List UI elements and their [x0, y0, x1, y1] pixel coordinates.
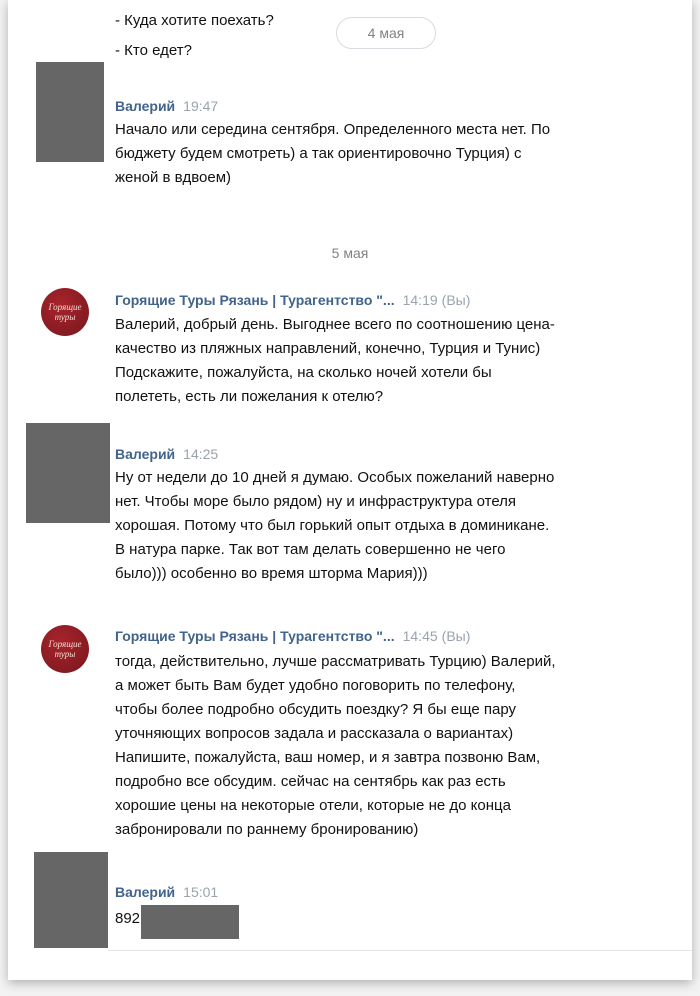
message-line: полететь, есть ли пожелания к отелю? [115, 388, 384, 405]
message-header [115, 628, 470, 644]
message-text [115, 466, 675, 586]
message-text [115, 650, 675, 842]
previous-message-line: - Кто едет? [115, 42, 192, 59]
message-line: а может быть Вам будет удобно поговорить по телефону, [115, 677, 516, 694]
message-line: качество из пляжных направлений, конечно, Турция и Тунис) [115, 340, 541, 357]
message-time: 19:47 [183, 98, 219, 114]
message-author[interactable]: Валерий [115, 446, 176, 462]
message-line: Напишите, пожалуйста, ваш номер, и я завтра позвоню Вам, [115, 749, 541, 766]
message-line: Валерий, добрый день. Выгоднее всего по соотношению цена- [115, 316, 555, 333]
divider [108, 950, 692, 951]
message-line: Ну от недели до 10 дней я думаю. Особых пожеланий наверно [115, 469, 555, 486]
message-author[interactable]: Горящие Туры Рязань | Турагентство "... [115, 292, 395, 308]
agency-avatar[interactable] [41, 288, 89, 336]
message-line: подробно все обсудим. сейчас на сентябрь как раз есть [115, 773, 506, 790]
redacted-avatar [26, 423, 110, 523]
message-time: 14:19 [402, 292, 438, 308]
own-message-marker: (Вы) [441, 628, 471, 644]
message-header [115, 98, 218, 114]
message-line: чтобы более подробно обсудить поездку? Я бы еще пару [115, 701, 517, 718]
message-time: 14:25 [183, 446, 219, 462]
message-line: тогда, действительно, лучше рассматривать Турцию) Валерий, [115, 653, 556, 670]
message-line: В натура парке. Так вот там делать совершенно не чего [115, 541, 506, 558]
message-line: нет. Чтобы море было рядом) ну и инфраструктура отеля [115, 493, 517, 510]
message-line: было))) особенно во время шторма Мария))) [115, 565, 428, 582]
message-time: 15:01 [183, 884, 219, 900]
message-header [115, 446, 218, 462]
message-time: 14:45 [402, 628, 438, 644]
message-line: забронировали по раннему бронированию) [115, 821, 419, 838]
message-author[interactable]: Горящие Туры Рязань | Турагентство "... [115, 628, 395, 644]
message-line: Начало или середина сентября. Определенного места нет. По [115, 121, 551, 138]
previous-message-line: - Куда хотите поехать? [115, 12, 274, 29]
own-message-marker: (Вы) [441, 292, 471, 308]
message-header [115, 292, 470, 308]
message-header [115, 884, 218, 900]
message-line: бюджету будем смотреть) а так ориентировочно Турция) с [115, 145, 522, 162]
date-separator: 5 мая [331, 245, 369, 261]
message-line: хорошая. Потому что был горький опыт отдыха в доминикане. [115, 517, 550, 534]
redacted-avatar [34, 852, 108, 948]
message-line: хорошие цены на некоторые отели, которые не до конца [115, 797, 511, 814]
message-text [115, 313, 675, 409]
avatar-logo-text: Горящие туры [48, 639, 82, 659]
redacted-phone-number [141, 905, 239, 939]
agency-avatar[interactable] [41, 625, 89, 673]
message-author[interactable]: Валерий [115, 884, 176, 900]
chat-history [8, 0, 692, 980]
message-line: уточняющих вопросов задала и рассказала о вариантах) [115, 725, 514, 742]
message-line: женой в вдвоем) [115, 169, 232, 186]
message-author[interactable]: Валерий [115, 98, 176, 114]
avatar-logo-text: Горящие туры [48, 302, 82, 322]
phone-number-text: 892 [115, 910, 141, 927]
redacted-avatar [36, 62, 104, 162]
message-text [115, 118, 675, 190]
message-line: Подскажите, пожалуйста, на сколько ночей хотели бы [115, 364, 492, 381]
date-separator: 4 мая [336, 17, 436, 49]
